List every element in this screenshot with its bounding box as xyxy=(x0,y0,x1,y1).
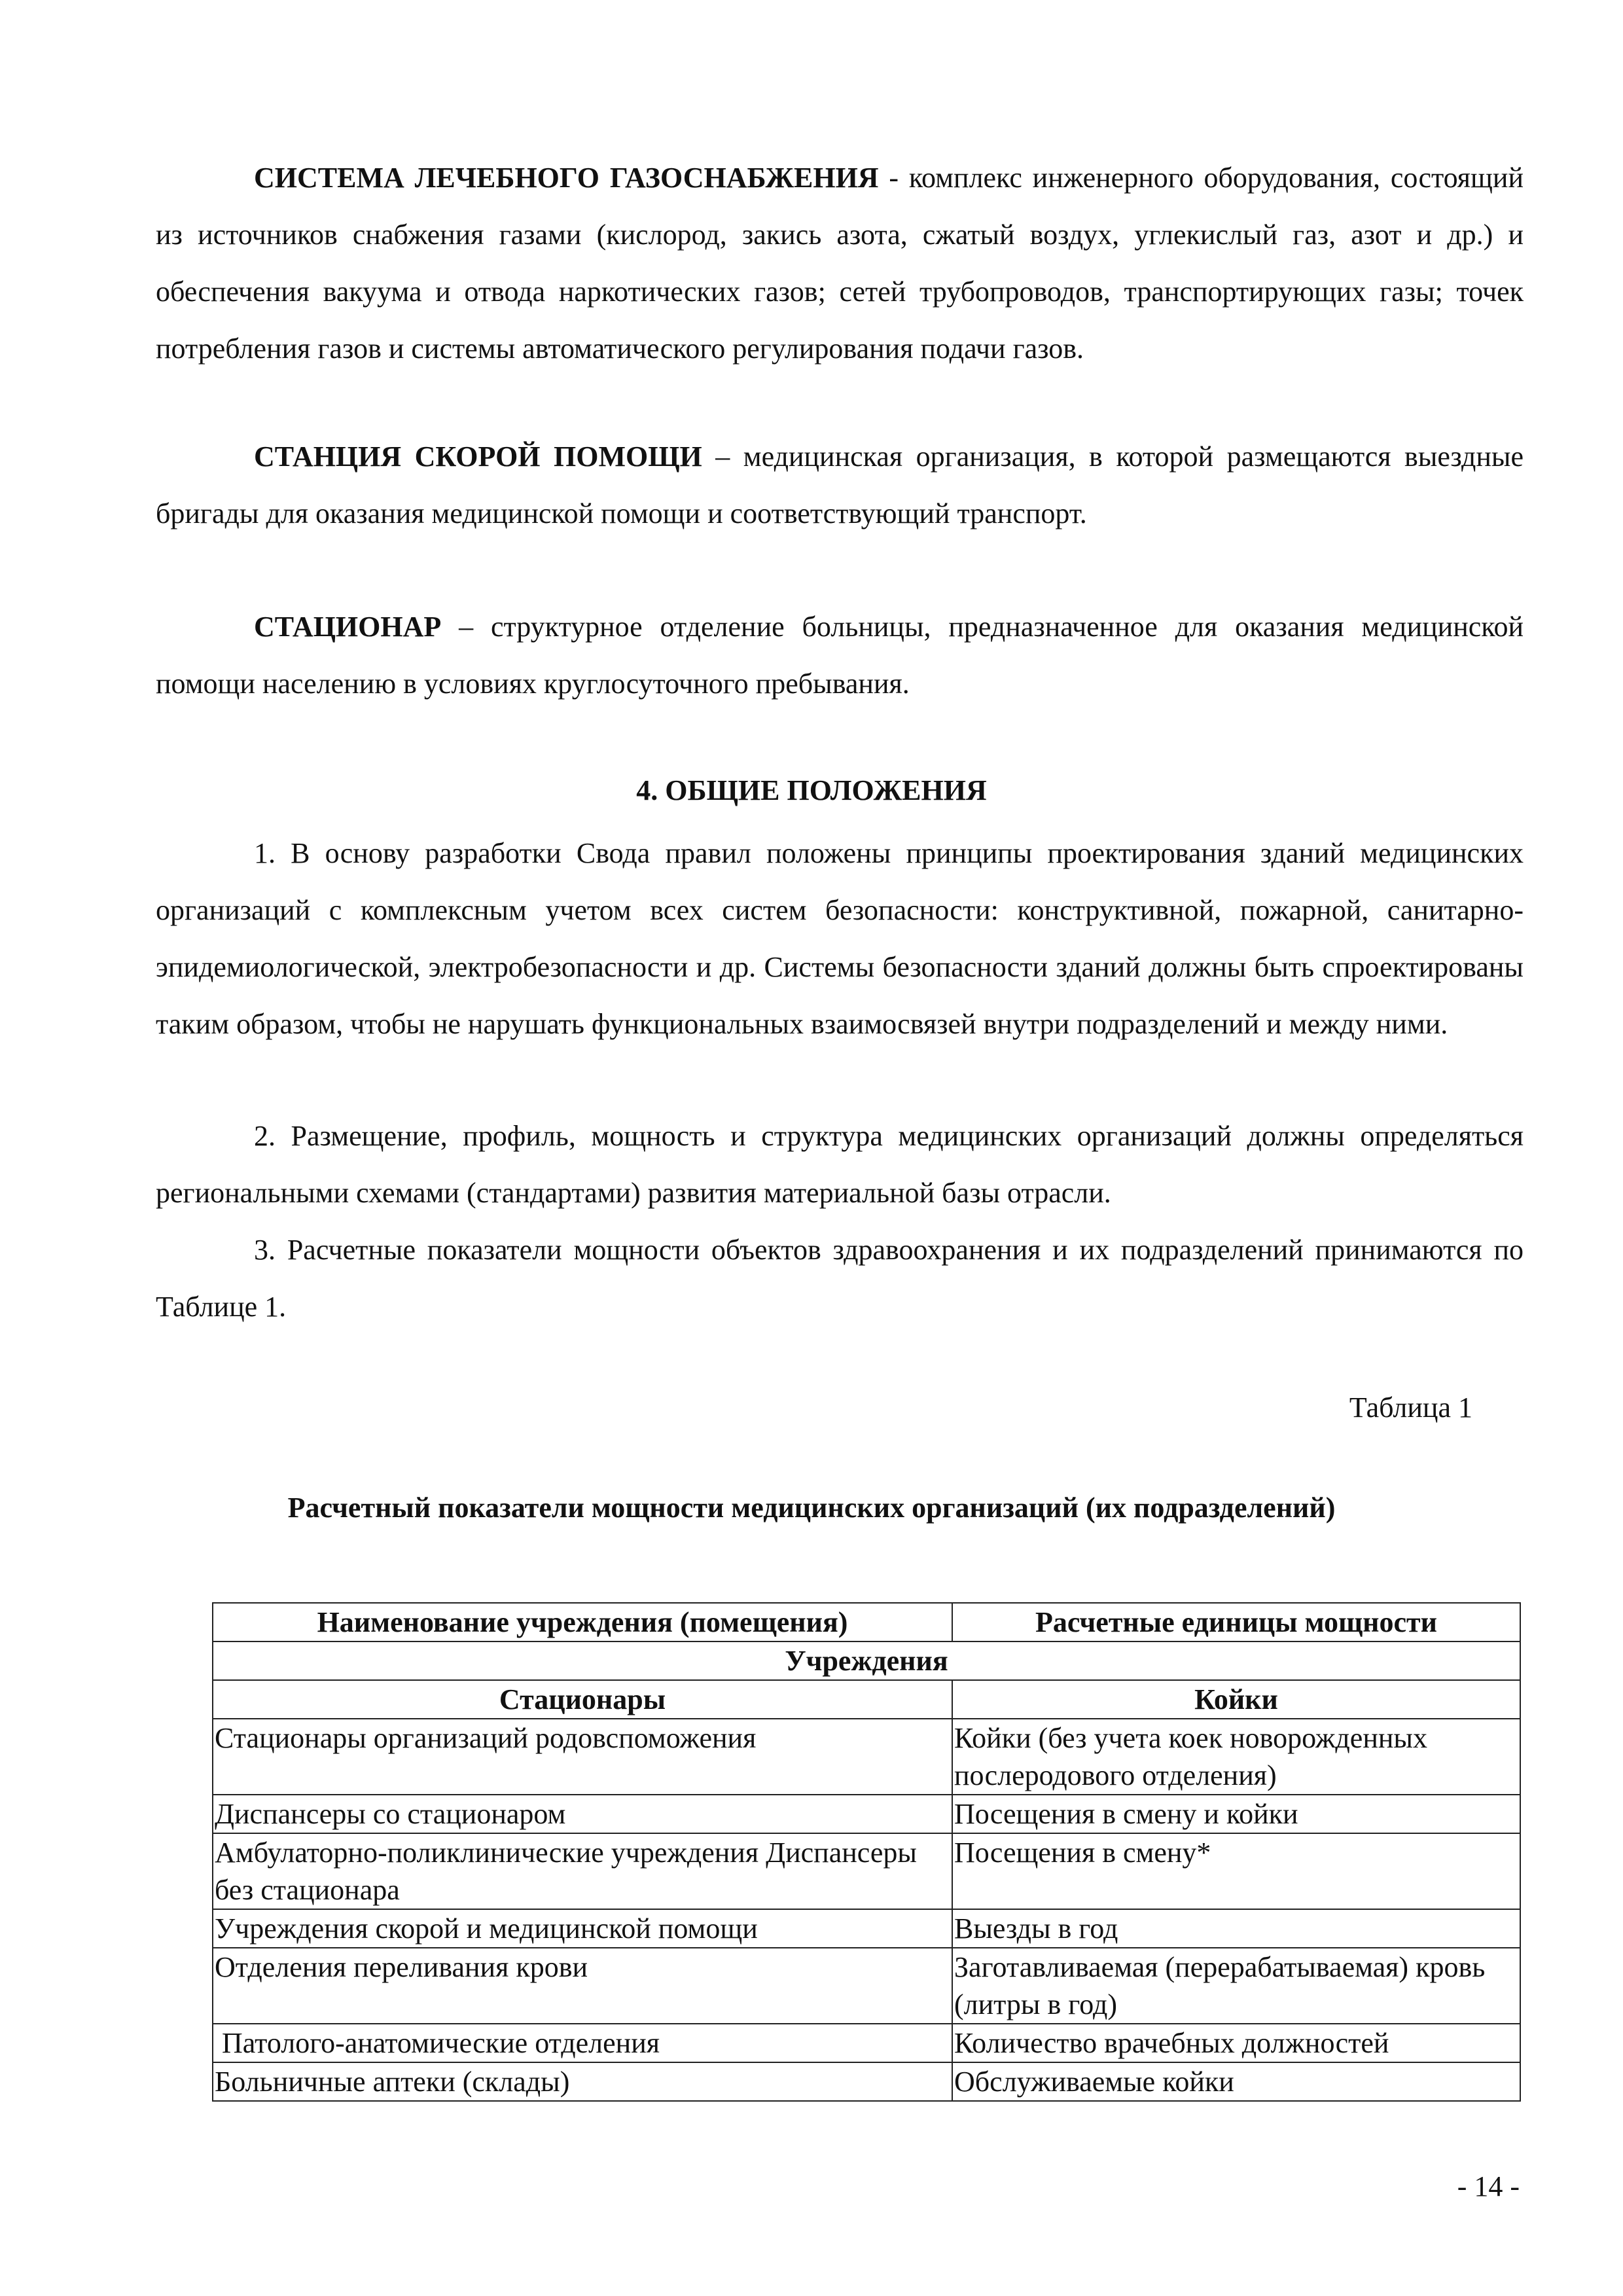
provision-2 xyxy=(156,1107,1524,1221)
provision-text: 1. В основу разработки Свода правил положены принципы проектирования зданий медицинских организаций с комплексным учетом всех систем безопасности: конструктивной, пожарной, санитарно-эпидемиологической, электробезопасности и др. Системы безопасности зданий должны быть спроектированы таким образом, чтобы не нарушать функциональных взаимосвязей внутри подразделений и между ними. xyxy=(156,837,1524,1040)
table-subheader-row xyxy=(213,1680,1520,1719)
definition-term: СИСТЕМА ЛЕЧЕБНОГО ГАЗОСНАБЖЕНИЯ xyxy=(254,162,879,194)
table-row xyxy=(213,1795,1520,1833)
table-group-row xyxy=(213,1641,1520,1680)
table-cell: Стационары организаций родовспоможения xyxy=(213,1719,952,1795)
provision-text: 3. Расчетные показатели мощности объектов здравоохранения и их подразделений принимаются по Таблице 1. xyxy=(156,1234,1524,1323)
table-cell: Заготавливаемая (перерабатываемая) кровь (литры в год) xyxy=(952,1948,1520,2024)
header-institution: Наименование учреждения (помещения) xyxy=(213,1603,952,1641)
table-cell: Посещения в смену и койки xyxy=(952,1795,1520,1833)
definition-term: СТАЦИОНАР xyxy=(254,611,442,643)
group-institutions: Учреждения xyxy=(213,1641,1520,1680)
table-header-row xyxy=(213,1603,1520,1641)
page-number: - 14 - xyxy=(1457,2170,1520,2202)
section-title: 4. ОБЩИЕ ПОЛОЖЕНИЯ xyxy=(636,774,987,806)
table-cell: Учреждения скорой и медицинской помощи xyxy=(213,1909,952,1948)
table-cell: Патолого-анатомические отделения xyxy=(213,2024,952,2062)
provision-1 xyxy=(156,825,1524,1052)
table-caption: Расчетный показатели мощности медицинских организаций (их подразделений) xyxy=(287,1492,1336,1524)
table-label: Таблица 1 xyxy=(1349,1391,1472,1424)
definition-term: СТАНЦИЯ СКОРОЙ ПОМОЩИ xyxy=(254,440,702,473)
table-cell: Выезды в год xyxy=(952,1909,1520,1948)
table-cell: Количество врачебных должностей xyxy=(952,2024,1520,2062)
table-cell: Больничные аптеки (склады) xyxy=(213,2062,952,2101)
table-row xyxy=(213,1719,1520,1795)
table-cell: Посещения в смену* xyxy=(952,1833,1520,1909)
subheader-hospitals: Стационары xyxy=(213,1680,952,1719)
header-capacity-unit: Расчетные единицы мощности xyxy=(952,1603,1520,1641)
definition-ambulance-station xyxy=(156,428,1524,542)
definition-text: – структурное отделение больницы, предназначенное для оказания медицинской помощи населению в условиях круглосуточного пребывания. xyxy=(156,611,1524,700)
table-cell: Отделения переливания крови xyxy=(213,1948,952,2024)
table-row xyxy=(213,1909,1520,1948)
table-row xyxy=(213,2062,1520,2101)
definition-gas-supply xyxy=(156,149,1524,377)
table-cell: Койки (без учета коек новорожденных послеродового отделения) xyxy=(952,1719,1520,1795)
table-cell: Обслуживаемые койки xyxy=(952,2062,1520,2101)
definition-text: - комплекс инженерного оборудования, состоящий из источников снабжения газами (кислород, закись азота, сжатый воздух, углекислый газ, азот и др.) и обеспечения вакуума и отвода наркотических газов; сетей трубопроводов, транспортирующих газы; точек потребления газов и системы автоматического регулирования подачи газов. xyxy=(156,162,1524,365)
table-row xyxy=(213,2024,1520,2062)
definition-hospital xyxy=(156,598,1524,712)
table-cell: Амбулаторно-поликлинические учреждения Диспансеры без стационара xyxy=(213,1833,952,1909)
subheader-beds: Койки xyxy=(952,1680,1520,1719)
provision-3 xyxy=(156,1221,1524,1335)
table-cell: Диспансеры со стационаром xyxy=(213,1795,952,1833)
capacity-table xyxy=(212,1602,1521,2102)
table-row xyxy=(213,1833,1520,1909)
provision-text: 2. Размещение, профиль, мощность и структура медицинских организаций должны определяться региональными схемами (стандартами) развития материальной базы отрасли. xyxy=(156,1120,1524,1209)
definition-text: – медицинская организация, в которой размещаются выездные бригады для оказания медицинской помощи и соответствующий транспорт. xyxy=(156,440,1524,529)
table-row xyxy=(213,1948,1520,2024)
